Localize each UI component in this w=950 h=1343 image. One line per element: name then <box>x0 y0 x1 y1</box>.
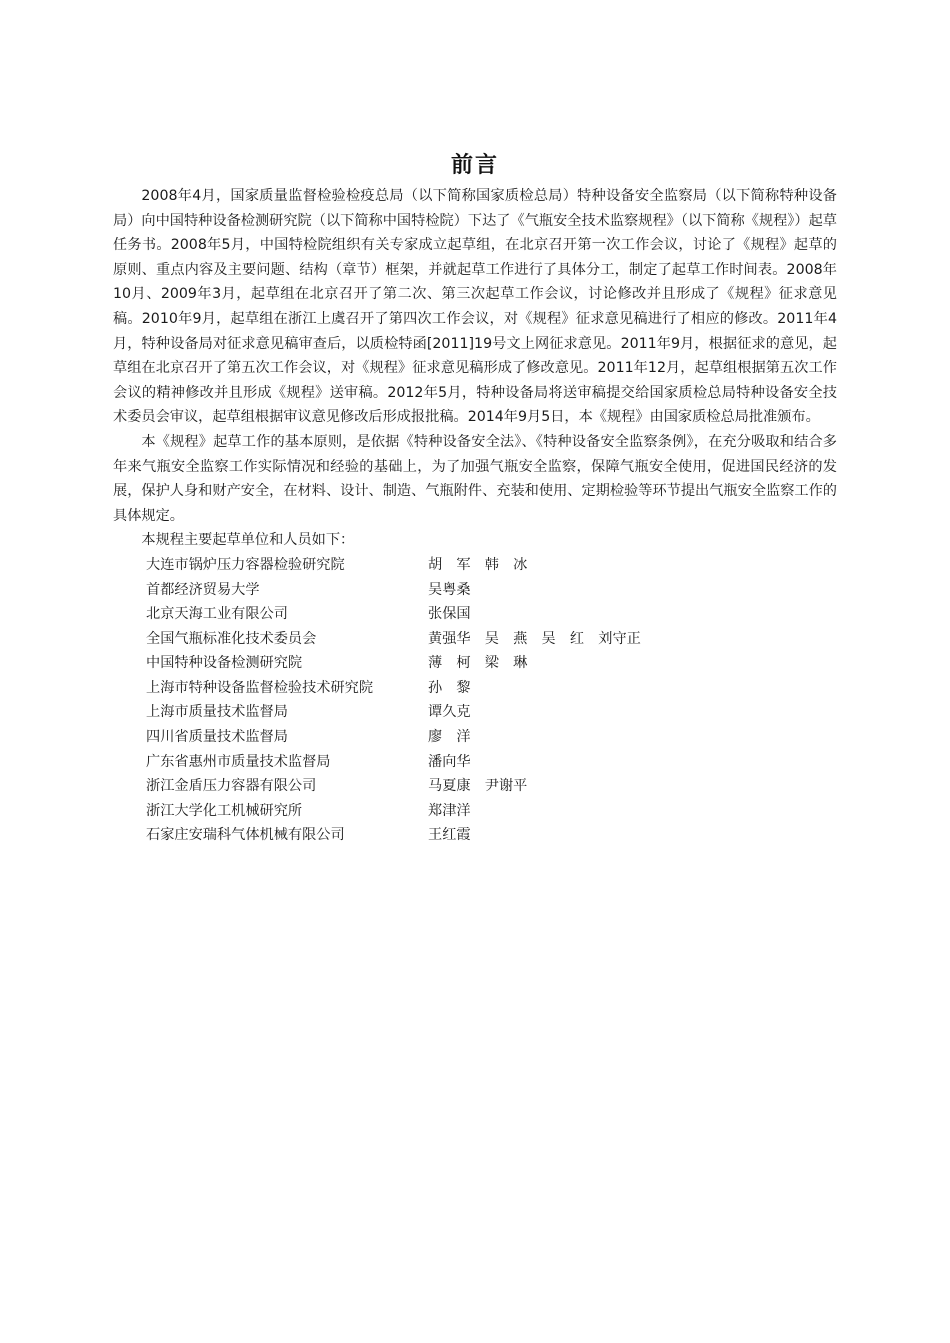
staff-unit: 浙江金盾压力容器有限公司 <box>146 778 317 795</box>
staff-unit: 上海市特种设备监督检验技术研究院 <box>146 679 374 696</box>
staff-row <box>113 700 837 725</box>
staff-row <box>113 602 837 627</box>
staff-names: 黄强华 吴 燕 吴 红 刘守正 <box>428 630 641 647</box>
staff-unit: 中国特种设备检测研究院 <box>146 655 303 672</box>
staff-names: 廖 洋 <box>428 729 471 746</box>
staff-unit: 大连市锅炉压力容器检验研究院 <box>146 556 345 573</box>
staff-row <box>113 553 837 578</box>
staff-unit: 石家庄安瑞科气体机械有限公司 <box>146 827 345 844</box>
staff-unit: 全国气瓶标准化技术委员会 <box>146 630 317 647</box>
staff-unit: 广东省惠州市质量技术监督局 <box>146 753 331 770</box>
staff-names: 胡 军 韩 冰 <box>428 556 528 573</box>
staff-unit: 四川省质量技术监督局 <box>146 729 288 746</box>
staff-row <box>113 774 837 799</box>
paragraph-principles: 本《规程》起草工作的基本原则，是依据《特种设备安全法》、《特种设备安全监察条例》，在充分吸取和结合多年来气瓶安全监察工作实际情况和经验的基础上，为了加强气瓶安全监察，保障气瓶安全使用，促进国民经济的发展，保护人身和财产安全，在材料、设计、制造、气瓶附件、充装和使用、定期检验等环节提出气瓶安全监察工作的具体规定。 <box>113 433 837 524</box>
staff-intro: 本规程主要起草单位和人员如下： <box>141 532 355 549</box>
staff-row <box>113 750 837 775</box>
staff-row <box>113 799 837 824</box>
staff-unit: 北京天海工业有限公司 <box>146 606 288 623</box>
staff-unit: 浙江大学化工机械研究所 <box>146 802 303 819</box>
staff-names: 郑津洋 <box>428 802 471 819</box>
staff-names: 马夏康 尹谢平 <box>428 778 528 795</box>
staff-row <box>113 823 837 848</box>
staff-names: 孙 黎 <box>428 679 471 696</box>
staff-row <box>113 676 837 701</box>
staff-row <box>113 651 837 676</box>
staff-row <box>113 627 837 652</box>
staff-names: 潘向华 <box>428 753 471 770</box>
staff-names: 张保国 <box>428 606 471 623</box>
page-title: 前言 <box>450 152 499 178</box>
staff-unit: 上海市质量技术监督局 <box>146 704 288 721</box>
staff-list <box>113 553 837 848</box>
paragraph-history: 2008年4月，国家质量监督检验检疫总局（以下简称国家质检总局）特种设备安全监察局（以下简称特种设备局）向中国特种设备检测研究院（以下简称中国特检院）下达了《气瓶安全技术监察规程》（以下简称《规程》）起草任务书。2008年5月，中国特检院组织有关专家成立起草组，在北京召开第一次工作会议，讨论了《规程》起草的原则、重点内容及主要问题、结构（章节）框架，并就起草工作进行了具体分工，制定了起草工作时间表。2008年10月、2009年3月，起草组在北京召开了第二次、第三次起草工作会议，讨论修改并且形成了《规程》征求意见稿。2010年9月，起草组在浙江上虞召开了第四次工作会议，对《规程》征求意见稿进行了相应的修改。2011年4月，特种设备局对征求意见稿审查后，以质检特函[2011]19号文上网征求意见。2011年9月，根据征求的意见，起草组在北京召开了第五次工作会议，对《规程》征求意见稿形成了修改意见。2011年12月，起草组根据第五次工作会议的精神修改并且形成《规程》送审稿。2012年5月，特种设备局将送审稿提交给国家质检总局特种设备安全技术委员会审议，起草组根据审议意见修改后形成报批稿。2014年9月5日，本《规程》由国家质检总局批准颁布。 <box>113 188 837 426</box>
staff-names: 王红霞 <box>428 827 471 844</box>
staff-row <box>113 578 837 603</box>
staff-names: 谭久克 <box>428 704 471 721</box>
staff-row <box>113 725 837 750</box>
staff-names: 吴粤桑 <box>428 581 471 598</box>
staff-names: 薄 柯 梁 琳 <box>428 655 528 672</box>
staff-unit: 首都经济贸易大学 <box>146 581 260 598</box>
document-body <box>113 184 837 848</box>
